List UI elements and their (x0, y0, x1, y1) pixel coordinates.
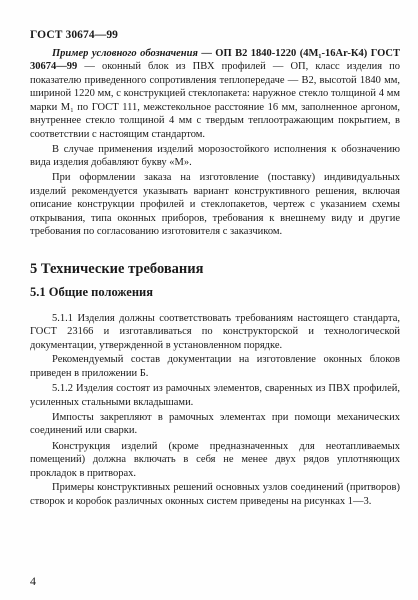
subsection-title: 5.1 Общие положения (30, 284, 154, 299)
paragraph-documentation: Рекомендуемый состав документации на изготовление оконных блоков приведен в приложении Б. (30, 354, 400, 379)
page-number: 4 (30, 574, 36, 588)
paragraph-imposts: Импосты закрепляют в рамочных элементах при помощи механических соединений или сварки. (30, 411, 400, 437)
paragraph-order: При оформлении заказа на изготовление (поставку) индивидуальных изделий рекомендуется указывать вариант конструктивного решения, включая описание конструкции профилей и стеклопакетов, чертеж с указанием схемы открывания, типа оконных приборов, требования к внешнему виду и другие требования по согласованию изготовителя с заказчиком. (30, 172, 400, 238)
paragraph-examples: Примеры конструктивных решений основных узлов соединений (притворов) створок и коробок различных оконных систем приведены на рисунках 1—3. (30, 482, 400, 507)
section-title: 5 Технические требования (30, 260, 204, 277)
paragraph-5-1-2: 5.1.2 Изделия состоят из рамочных элементов, сваренных из ПВХ профилей, усиленных стальными вкладышами. (30, 383, 400, 408)
paragraph-5-1-1: 5.1.1 Изделия должны соответствовать требованиям настоящего стандарта, ГОСТ 23166 и изготавливаться по конструкторской и технологической документации, утвержденной в установленном порядке. (30, 312, 400, 351)
example-text: — оконный блок из ПВХ профилей — ОП, класс изделия по показателю приведенного сопротивления теплопередаче — В2, высотой 1840 мм, шириной 1220 мм, с конструкцией стеклопакета: наружное стекло толщиной 4 мм марки М₁ по ГОСТ 111, межстекольное расстояние 16 мм, заполненное аргоном, внутреннее стекло толщиной 4 мм с твердым теплоотражающим покрытием, в соответствии с настоящим стандартом. (30, 61, 400, 140)
document-header: ГОСТ 30674—99 (30, 29, 119, 41)
designation-example (30, 47, 400, 141)
paragraph-frost: В случае применения изделий морозостойкого исполнения к обозначению вида изделия добавляют букву «М». (30, 143, 400, 169)
example-lead: Пример условного обозначения (52, 48, 198, 59)
example-code: — ОП В2 1840-1220 (4М₁-16Ar-К4) ГОСТ 30674—99 (30, 48, 400, 73)
paragraph-seals: Конструкция изделий (кроме предназначенных для неотапливаемых помещений) должна включать в себя не менее двух рядов уплотняющих прокладок в притворах. (30, 440, 400, 479)
